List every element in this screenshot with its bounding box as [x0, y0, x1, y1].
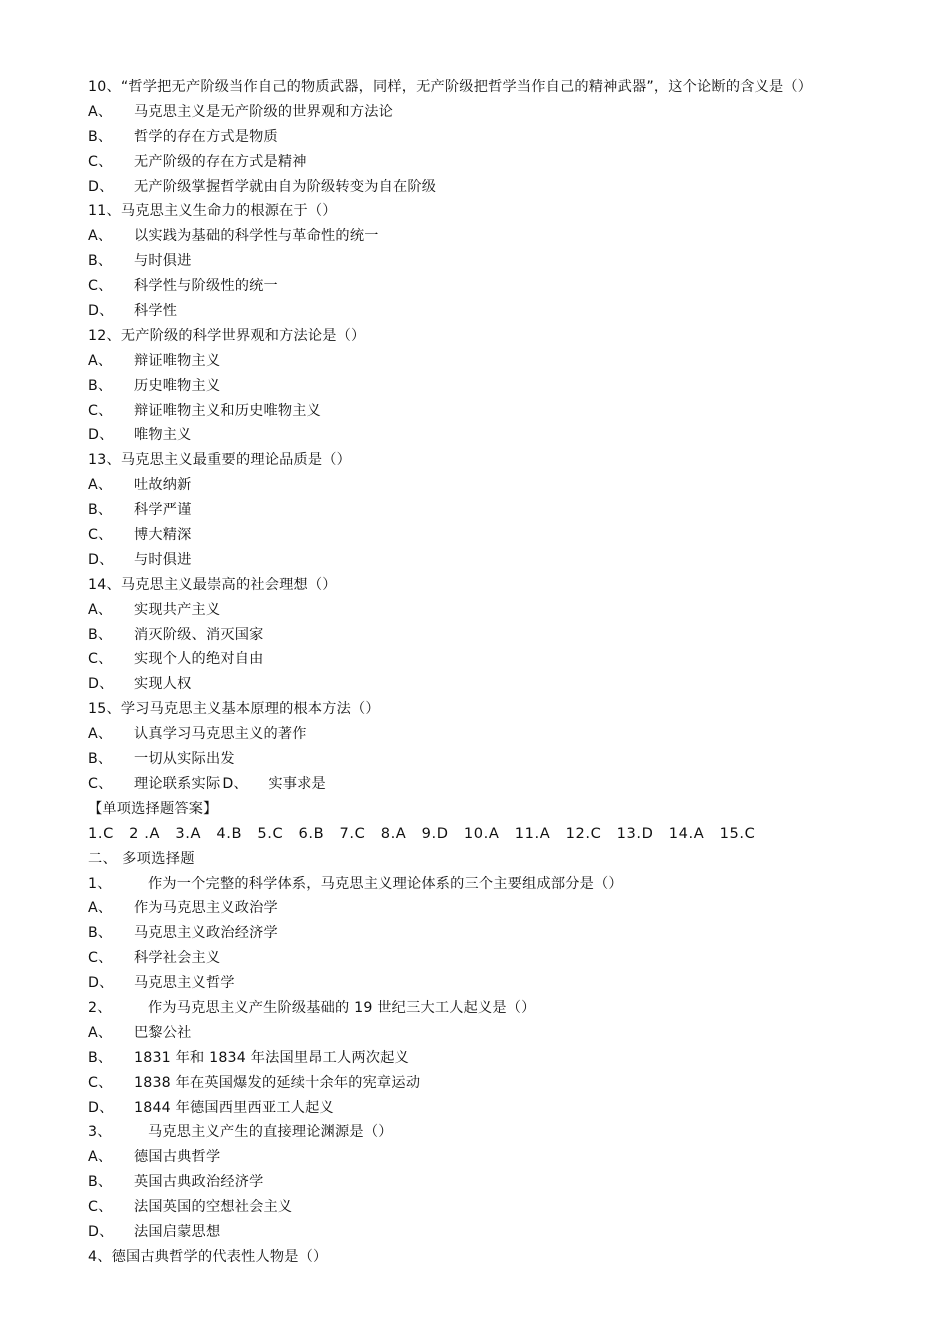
question-text: 作为马克思主义产生阶级基础的 19 世纪三大工人起义是（）	[148, 999, 536, 1016]
option-text: 实现共产主义	[134, 601, 221, 618]
section-2-heading: 二、 多项选择题	[88, 850, 196, 867]
option-text: 博大精深	[134, 527, 192, 544]
option-letter: B、	[88, 128, 113, 145]
answers-heading: 【单项选择题答案】	[88, 800, 218, 817]
q13-option-c	[88, 523, 938, 548]
option-text: 巴黎公社	[134, 1024, 192, 1041]
m3-option-c	[88, 1195, 938, 1220]
option-letter: C、	[88, 775, 113, 792]
option-letter: B、	[88, 751, 113, 768]
option-text: 马克思主义哲学	[134, 975, 235, 992]
question-10-stem: 10、“哲学把无产阶级当作自己的物质武器，同样，无产阶级把哲学当作自己的精神武器”，这个论断的含义是（）	[88, 79, 813, 95]
option-text: 1838 年在英国爆发的延续十余年的宪章运动	[134, 1074, 421, 1091]
option-text: 一切从实际出发	[134, 751, 235, 768]
answer-item: 1.C	[88, 824, 114, 842]
answer-item: 6.B	[298, 824, 325, 842]
option-letter: B、	[88, 377, 113, 394]
option-letter: D、	[88, 975, 114, 992]
question-12-stem: 12、无产阶级的科学世界观和方法论是（）	[88, 327, 366, 344]
answer-item: 14.A	[668, 824, 705, 842]
option-letter: C、	[88, 278, 113, 295]
option-letter: D、	[88, 676, 114, 693]
q11-option-d	[88, 299, 938, 324]
m1-option-c	[88, 946, 938, 971]
q10-option-b	[88, 125, 938, 150]
m2-option-c	[88, 1071, 938, 1096]
q15-option-b	[88, 747, 938, 772]
option-letter: B、	[88, 502, 113, 519]
q14-option-c	[88, 647, 938, 672]
q10-option-a	[88, 100, 938, 125]
option-text: 辩证唯物主义和历史唯物主义	[134, 402, 322, 419]
m1-option-d	[88, 971, 938, 996]
option-text: 法国英国的空想社会主义	[134, 1199, 293, 1216]
answer-item: 3.A	[175, 824, 202, 842]
option-text: 唯物主义	[134, 427, 192, 444]
option-text: 无产阶级掌握哲学就由自为阶级转变为自在阶级	[134, 178, 437, 195]
option-text: 马克思主义是无产阶级的世界观和方法论	[134, 103, 393, 120]
m3-option-d	[88, 1220, 938, 1245]
option-letter: B、	[88, 1049, 113, 1066]
option-text: 认真学习马克思主义的著作	[134, 726, 307, 743]
option-letter: B、	[88, 626, 113, 643]
option-text: 以实践为基础的科学性与革命性的统一	[134, 228, 379, 245]
option-letter: D、	[88, 427, 114, 444]
m1-option-a	[88, 896, 938, 921]
q15-option-a	[88, 722, 938, 747]
option-text: 哲学的存在方式是物质	[134, 128, 278, 145]
question-number: 3、	[88, 1124, 112, 1141]
answers-row	[88, 822, 938, 847]
q12-option-a	[88, 349, 938, 374]
answer-item: 13.D	[616, 824, 654, 842]
option-text: 英国古典政治经济学	[134, 1174, 264, 1191]
answer-item: 2 .A	[129, 824, 161, 842]
answer-item: 12.C	[565, 824, 602, 842]
option-letter: B、	[88, 253, 113, 270]
answer-item: 10.A	[463, 824, 500, 842]
m2-option-d	[88, 1096, 938, 1121]
option-letter: D、	[88, 551, 114, 568]
q10-option-c	[88, 150, 938, 175]
question-13-stem: 13、马克思主义最重要的理论品质是（）	[88, 452, 352, 469]
multi-question-4-stem: 4、德国古典哲学的代表性人物是（）	[88, 1248, 328, 1265]
option-text: 1831 年和 1834 年法国里昂工人两次起义	[134, 1049, 409, 1066]
q11-option-c	[88, 274, 938, 299]
answer-item: 5.C	[257, 824, 284, 842]
m2-option-b	[88, 1046, 938, 1071]
q14-option-b	[88, 623, 938, 648]
answer-item: 8.A	[380, 824, 407, 842]
option-text: 与时俱进	[134, 551, 192, 568]
q12-option-c	[88, 399, 938, 424]
answer-item: 4.B	[216, 824, 243, 842]
multi-question-3-stem	[88, 1120, 938, 1145]
q15-option-c-d	[88, 772, 938, 797]
q11-option-b	[88, 249, 938, 274]
option-text: 吐故纳新	[134, 477, 192, 494]
option-letter: D、	[222, 775, 248, 792]
option-text: 历史唯物主义	[134, 377, 221, 394]
option-letter: B、	[88, 1174, 113, 1191]
question-number: 2、	[88, 999, 112, 1016]
option-text: 与时俱进	[134, 253, 192, 270]
option-text: 1844 年德国西里西亚工人起义	[134, 1099, 334, 1116]
option-letter: C、	[88, 950, 113, 967]
option-letter: C、	[88, 402, 113, 419]
option-letter: A、	[88, 352, 113, 369]
option-letter: A、	[88, 228, 113, 245]
option-letter: A、	[88, 726, 113, 743]
option-letter: A、	[88, 900, 113, 917]
option-text: 科学社会主义	[134, 950, 221, 967]
option-text: 作为马克思主义政治学	[134, 900, 278, 917]
m2-option-a	[88, 1021, 938, 1046]
m3-option-a	[88, 1145, 938, 1170]
option-text: 实现人权	[134, 676, 192, 693]
option-letter: C、	[88, 153, 113, 170]
q11-option-a	[88, 224, 938, 249]
option-letter: C、	[88, 1199, 113, 1216]
option-d-inline	[222, 776, 326, 792]
option-text: 实事求是	[268, 775, 326, 792]
option-letter: D、	[88, 1099, 114, 1116]
q14-option-a	[88, 598, 938, 623]
option-text: 科学性	[134, 303, 178, 320]
question-text: 马克思主义产生的直接理论渊源是（）	[148, 1124, 393, 1141]
question-15-stem: 15、学习马克思主义基本原理的根本方法（）	[88, 701, 380, 718]
q10-option-d	[88, 175, 938, 200]
option-text: 法国启蒙思想	[134, 1223, 221, 1240]
option-text: 理论联系实际	[134, 775, 221, 792]
answer-item: 15.C	[719, 824, 756, 842]
option-letter: A、	[88, 601, 113, 618]
option-text: 辩证唯物主义	[134, 352, 221, 369]
question-number: 1、	[88, 875, 112, 892]
option-text: 无产阶级的存在方式是精神	[134, 153, 307, 170]
multi-question-2-stem	[88, 996, 938, 1021]
answer-item: 7.C	[339, 824, 366, 842]
option-text: 消灭阶级、消灭国家	[134, 626, 264, 643]
q12-option-d	[88, 423, 938, 448]
option-letter: D、	[88, 178, 114, 195]
option-letter: B、	[88, 925, 113, 942]
q13-option-d	[88, 548, 938, 573]
option-letter: A、	[88, 1024, 113, 1041]
option-letter: C、	[88, 527, 113, 544]
option-text: 德国古典哲学	[134, 1149, 221, 1166]
answer-item: 9.D	[421, 824, 449, 842]
option-letter: C、	[88, 651, 113, 668]
multi-question-1-stem	[88, 872, 938, 897]
option-letter: C、	[88, 1074, 113, 1091]
question-11-stem: 11、马克思主义生命力的根源在于（）	[88, 203, 337, 220]
q13-option-a	[88, 473, 938, 498]
answer-item: 11.A	[514, 824, 551, 842]
option-text: 实现个人的绝对自由	[134, 651, 264, 668]
m3-option-b	[88, 1170, 938, 1195]
q14-option-d	[88, 672, 938, 697]
option-text: 马克思主义政治经济学	[134, 925, 278, 942]
option-letter: D、	[88, 1223, 114, 1240]
document-page	[88, 75, 938, 1270]
option-letter: A、	[88, 1149, 113, 1166]
option-text: 科学严谨	[134, 502, 192, 519]
question-14-stem: 14、马克思主义最崇高的社会理想（）	[88, 576, 337, 593]
option-letter: D、	[88, 303, 114, 320]
option-letter: A、	[88, 477, 113, 494]
question-text: 作为一个完整的科学体系，马克思主义理论体系的三个主要组成部分是（）	[148, 875, 623, 892]
q13-option-b	[88, 498, 938, 523]
m1-option-b	[88, 921, 938, 946]
option-text: 科学性与阶级性的统一	[134, 278, 278, 295]
option-letter: A、	[88, 103, 113, 120]
q12-option-b	[88, 374, 938, 399]
